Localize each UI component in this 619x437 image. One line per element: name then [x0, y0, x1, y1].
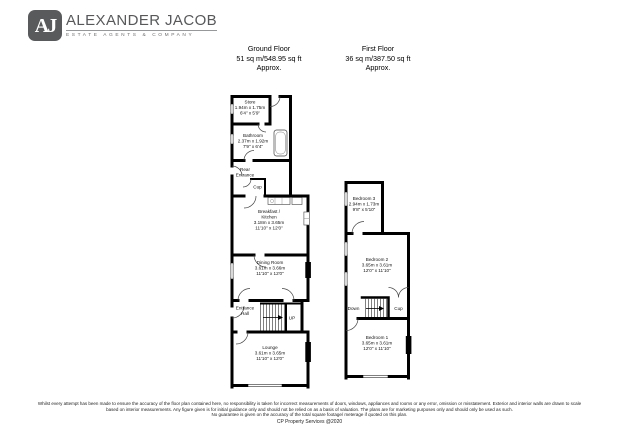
ground-floor-plan — [224, 92, 316, 392]
logo-text — [66, 13, 217, 38]
dining-metric: 3.61m x 3.66m — [254, 265, 286, 271]
first-floor-plan — [338, 178, 420, 382]
bedroom2-name: Bedroom 2 — [365, 257, 389, 262]
room-store — [235, 100, 266, 116]
bedroom3-name: Bedroom 3 — [352, 196, 376, 201]
stairs-down-label: Down — [347, 306, 360, 311]
disclaimer-line3: No guarantee is given on the accuracy of the total square footage/ meterage if quoted on this plan. — [211, 412, 408, 418]
bathroom-metric: 2.37m x 1.92m — [237, 138, 269, 144]
lounge-name: Lounge — [262, 345, 278, 350]
room-bedroom3 — [349, 196, 380, 212]
bathroom-imperial: 7'9" x 6'4" — [242, 144, 264, 149]
disclaimer-line2: based on interior measurements. Any figure given is for initial guidance only and should not be relied on as a basis of valuation. The plans are for marketing purposes only and should only be used as such. — [106, 406, 513, 412]
bedroom3-metric: 2.94m x 1.73m — [348, 201, 380, 207]
first-floor-area: 36 sq m/387.50 sq ft — [345, 53, 411, 63]
disclaimer — [0, 401, 619, 425]
room-lounge — [255, 345, 286, 361]
kitchen-line2: Kitchen — [261, 214, 277, 220]
bathroom-name: Bathroom — [243, 133, 263, 138]
bedroom2-metric: 3.65m x 3.61m — [361, 262, 393, 268]
disclaimer-line1: Whilst every attempt has been made to ensure the accuracy of the floor plan contained here, no responsibility is taken for incorrect measurements of doors, windows, appliances and rooms or any error, omission or misstatement. Exterior and interior walls are drawn to scale — [37, 401, 582, 406]
first-floor-title: First Floor — [361, 44, 395, 53]
store-name: Store — [244, 99, 256, 105]
bathtub-icon — [274, 130, 287, 156]
first-floor-approx: Approx. — [365, 63, 391, 73]
ground-floor-area: 51 sq m/548.95 sq ft — [236, 53, 302, 63]
stairs-up-label: UP — [288, 315, 296, 321]
store-imperial: 6'4" x 5'9" — [239, 110, 261, 116]
room-hall — [236, 306, 255, 317]
kitchen-line1: Breakfast / — [258, 209, 280, 214]
hall-line1: Entrance — [235, 305, 255, 311]
lounge-metric: 3.61m x 3.65m — [254, 350, 286, 356]
ground-floor-title: Ground Floor — [247, 44, 291, 53]
dining-imperial: 11'10" x 12'0" — [256, 271, 284, 276]
room-dining — [255, 260, 286, 276]
room-bathroom — [238, 133, 269, 149]
hall-line2: Hall — [241, 311, 249, 316]
bedroom2-imperial: 12'0" x 11'10" — [363, 268, 391, 273]
logo-initials: AJ — [34, 14, 56, 37]
first-cupboard-label: Cup — [394, 306, 403, 311]
ground-floor-approx: Approx. — [256, 63, 282, 73]
kitchen-imperial: 11'10" x 12'0" — [255, 225, 283, 231]
bedroom1-imperial: 12'0" x 11'10" — [363, 346, 391, 351]
room-bedroom1 — [362, 335, 393, 351]
first-floor-title-block — [313, 44, 443, 73]
agency-name: ALEXANDER JACOB — [66, 12, 218, 30]
staircase-up — [260, 305, 286, 332]
bedroom1-metric: 3.65m x 3.61m — [361, 340, 393, 346]
rear-entrance-line2: Entrance — [235, 172, 255, 178]
logo-monogram-icon — [28, 10, 62, 41]
credit-line: CP Property Services @2020 — [276, 418, 343, 425]
room-bedroom2 — [362, 257, 393, 273]
room-kitchen — [254, 209, 285, 231]
store-metric: 1.94m x 1.75m — [234, 105, 266, 110]
dining-name: Dining Room — [256, 260, 284, 265]
rear-entrance-line1: Rear — [240, 167, 250, 172]
bedroom1-name: Bedroom 1 — [365, 335, 389, 340]
bedroom3-imperial: 9'8" x 5'10" — [352, 207, 376, 212]
kitchen-metric: 3.18m x 3.65m — [253, 220, 285, 225]
agency-tagline: ESTATE AGENTS & COMPANY — [66, 30, 217, 38]
lounge-imperial: 11'10" x 12'0" — [256, 356, 284, 361]
kitchen-sink-icon — [268, 198, 302, 205]
cooker-icon — [304, 212, 309, 225]
agency-logo — [28, 10, 217, 41]
staircase-down — [364, 299, 388, 318]
ground-cupboard-label: Cup — [253, 184, 262, 190]
